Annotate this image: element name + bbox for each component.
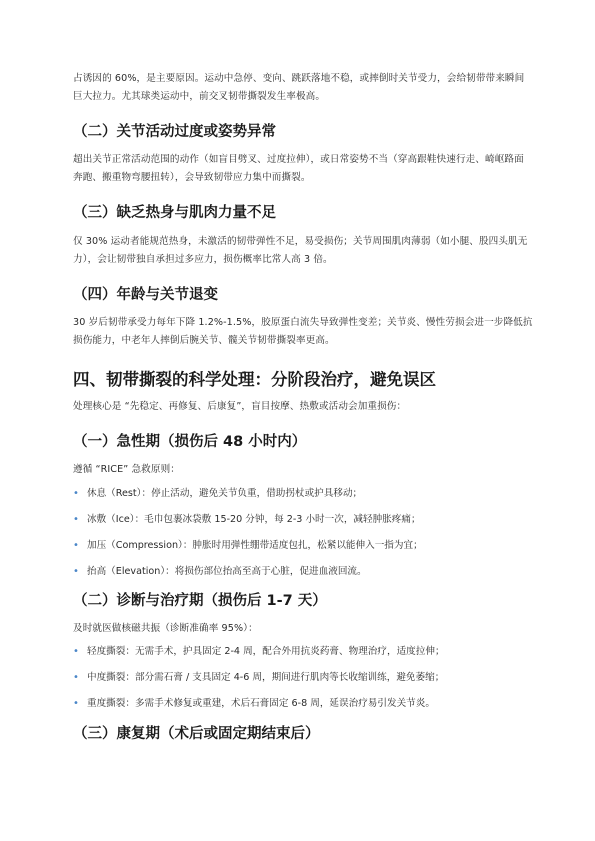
aging-paragraph: 30 岁后韧带承受力每年下降 1.2%-1.5%，胶原蛋白流失导致弹性变差；关节炎、慢性劳损会进一步降低抗损伤能力，中老年人摔倒后腕关节、髋关节韧带撕裂率更高。 — [73, 317, 533, 346]
treatment-section-heading: 四、韧带撕裂的科学处理：分阶段治疗，避免误区 — [73, 370, 436, 389]
list-item — [73, 643, 533, 669]
list-item — [73, 695, 533, 721]
intro-paragraph: 占诱因的 60%，是主要原因。运动中急停、变向、跳跃落地不稳，或摔倒时关节受力，会给韧带带来瞬间巨大拉力。尤其球类运动中，前交叉韧带撕裂发生率极高。 — [73, 73, 525, 102]
list-item-text: 轻度撕裂：无需手术，护具固定 2-4 周，配合外用抗炎药膏、物理治疗，适度拉伸； — [87, 646, 445, 657]
aging-heading: （四）年龄与关节退变 — [73, 287, 218, 303]
diagnosis-phase-lead: 及时就医做核磁共振（诊断准确率 95%）： — [73, 623, 258, 634]
bullet-icon: • — [73, 698, 79, 709]
over-motion-paragraph: 超出关节正常活动范围的动作（如盲目劈叉、过度拉伸），或日常姿势不当（穿高跟鞋快速行走、崎岖路面奔跑、搬重物弯腰扭转），会导致韧带应力集中而撕裂。 — [73, 154, 524, 183]
list-item-text: 重度撕裂：多需手术修复或重建，术后石膏固定 6-8 周，延误治疗易引发关节炎。 — [87, 698, 435, 709]
acute-phase-lead: 遵循 “RICE” 急救原则： — [73, 464, 180, 475]
bullet-icon: • — [73, 646, 79, 657]
severity-list — [73, 643, 533, 721]
rehab-phase-heading: （三）康复期（术后或固定期结束后） — [73, 726, 320, 742]
list-item-text: 加压（Compression）：肿胀时用弹性绷带适度包扎，松紧以能伸入一指为宜； — [87, 540, 423, 551]
list-item — [73, 563, 533, 589]
diagnosis-phase-heading: （二）诊断与治疗期（损伤后 1-7 天） — [73, 593, 327, 609]
list-item-text: 休息（Rest）：停止活动，避免关节负重，借助拐杖或护具移动； — [87, 488, 363, 499]
list-item-text: 冰敷（Ice）：毛巾包裹冰袋敷 15-20 分钟，每 2-3 小时一次，减轻肿胀疼痛； — [87, 514, 421, 525]
treatment-intro: 处理核心是 “先稳定、再修复、后康复”，盲目按摩、热敷或活动会加重损伤： — [73, 401, 407, 412]
bullet-icon: • — [73, 566, 79, 577]
list-item-text: 中度撕裂：部分需石膏 / 支具固定 4-6 周，期间进行肌肉等长收缩训练，避免萎缩； — [87, 672, 445, 683]
bullet-icon: • — [73, 540, 79, 551]
list-item-text: 抬高（Elevation）：将损伤部位抬高至高于心脏，促进血液回流。 — [87, 566, 367, 577]
acute-phase-heading: （一）急性期（损伤后 48 小时内） — [73, 434, 307, 450]
warmup-heading: （三）缺乏热身与肌肉力量不足 — [73, 205, 276, 221]
list-item — [73, 537, 533, 563]
rice-list — [73, 485, 533, 589]
bullet-icon: • — [73, 514, 79, 525]
bullet-icon: • — [73, 672, 79, 683]
bullet-icon: • — [73, 488, 79, 499]
list-item — [73, 669, 533, 695]
warmup-paragraph: 仅 30% 运动者能规范热身，未激活的韧带弹性不足，易受损伤；关节周围肌肉薄弱（如小腿、股四头肌无力），会让韧带独自承担过多应力，损伤概率比常人高 3 倍。 — [73, 236, 528, 265]
list-item — [73, 485, 533, 511]
over-motion-heading: （二）关节活动过度或姿势异常 — [73, 124, 276, 140]
list-item — [73, 511, 533, 537]
